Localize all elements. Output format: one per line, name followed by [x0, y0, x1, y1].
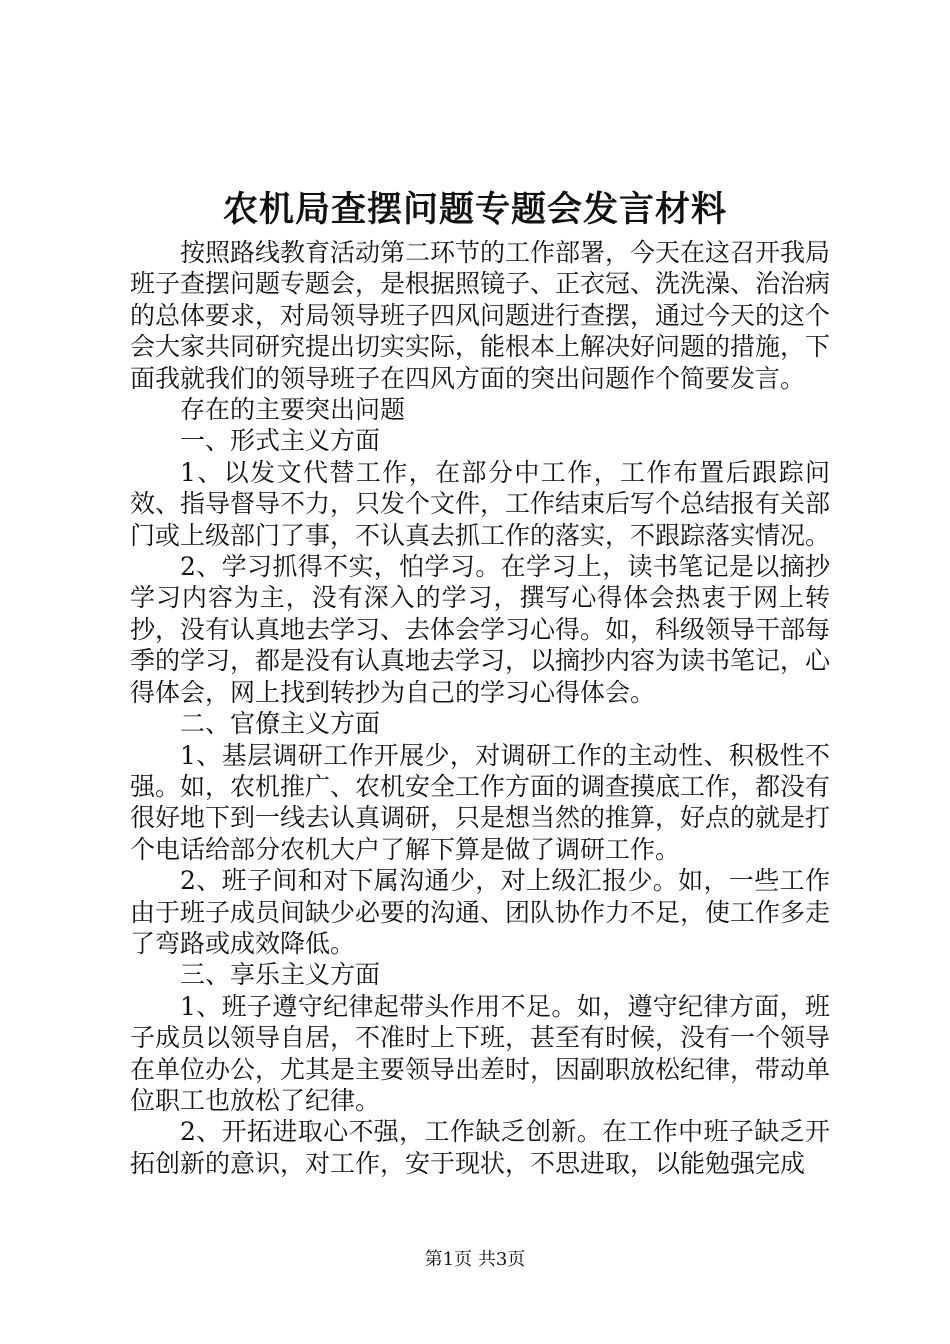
- paragraph-formalism-2: 2、学习抓得不实，怕学习。在学习上，读书笔记是以摘抄学习内容为主，没有深入的学习，撰写心得体会热衷于网上转抄，没有认真地去学习、去体会学习心得。如，科级领导干部每季的学习，都是没有认真地去学习，以摘抄内容为读书笔记，心得体会，网上找到转抄为自己的学习心得体会。: [130, 552, 831, 707]
- paragraph-hedonism-1: 1、班子遵守纪律起带头作用不足。如，遵守纪律方面，班子成员以领导自居，不准时上下班，甚至有时候，没有一个领导在单位办公，尤其是主要领导出差时，因副职放松纪律，带动单位职工也放松了纪律。: [130, 991, 831, 1115]
- paragraph-bureaucratism-2: 2、班子间和对下属沟通少，对上级汇报少。如，一些工作由于班子成员间缺少必要的沟通、团队协作力不足，使工作多走了弯路或成效降低。: [130, 866, 831, 958]
- section-heading-formalism: 一、形式主义方面: [180, 426, 381, 456]
- paragraph-intro: 按照路线教育活动第二环节的工作部署，今天在这召开我局班子查摆问题专题会，是根据照镜子、正衣冠、洗洗澡、治治病的总体要求，对局领导班子四风问题进行查摆，通过今天的这个会大家共同研究提出切实实际，能根本上解决好问题的措施，下面我就我们的领导班子在四风方面的突出问题作个简要发言。: [130, 238, 831, 393]
- paragraph-hedonism-2: 2、开拓进取心不强，工作缺乏创新。在工作中班子缺乏开拓创新的意识，对工作，安于现状，不思进取，以能勉强完成: [130, 1117, 830, 1178]
- paragraph-bureaucratism-1: 1、基层调研工作开展少，对调研工作的主动性、积极性不强。如，农机推广、农机安全工作方面的调查摸底工作，都没有很好地下到一线去认真调研，只是想当然的推算，好点的就是打个电话给部分农机大户了解下算是做了调研工作。: [130, 740, 831, 864]
- document-body: [130, 237, 830, 1179]
- document-title: 农机局查摆问题专题会发言材料: [222, 189, 727, 230]
- page-footer: 第1页 共3页: [424, 1249, 526, 1270]
- section-heading-main-issues: 存在的主要突出问题: [180, 395, 406, 425]
- section-heading-bureaucratism: 二、官僚主义方面: [180, 709, 381, 739]
- paragraph-formalism-1: 1、以发文代替工作，在部分中工作，工作布置后跟踪问效、指导督导不力，只发个文件，工作结束后写个总结报有关部门或上级部门了事，不认真去抓工作的落实，不跟踪落实情况。: [130, 457, 831, 550]
- section-heading-hedonism: 三、享乐主义方面: [180, 960, 381, 990]
